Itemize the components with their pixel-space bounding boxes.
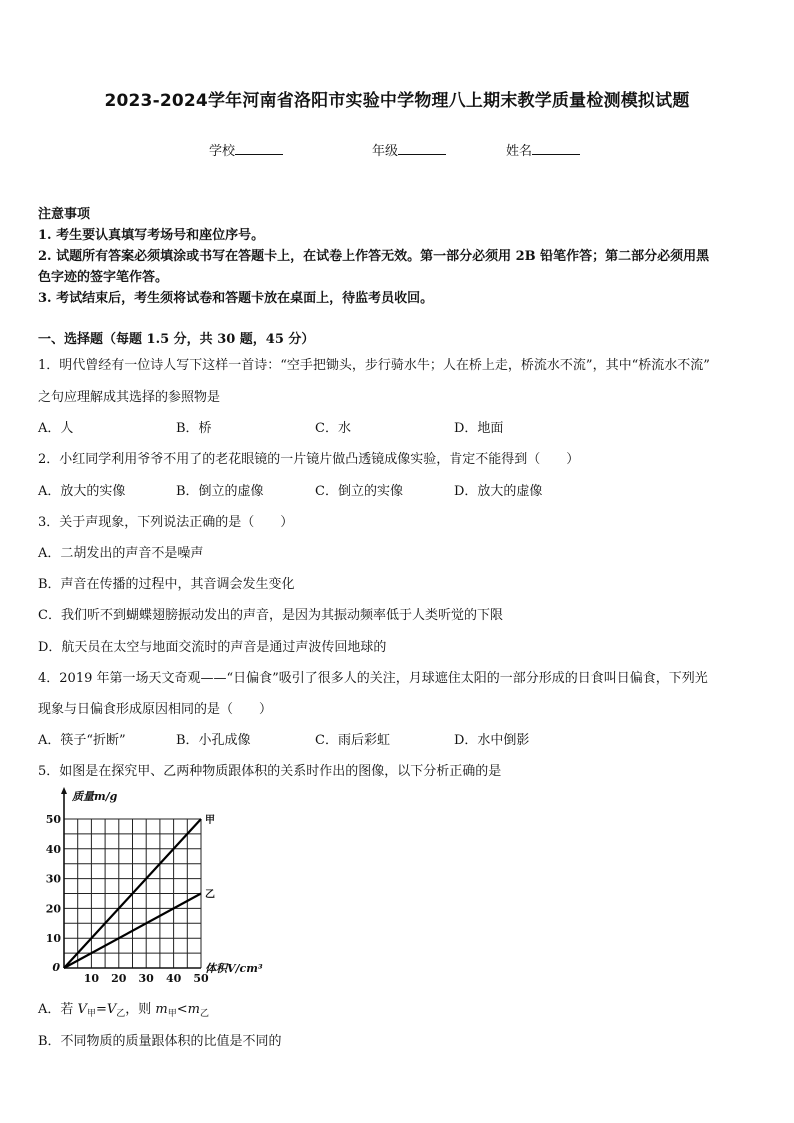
x-tick-label: 10	[83, 972, 100, 984]
school-label: 学校	[209, 144, 236, 159]
name-label: 姓名	[506, 144, 533, 159]
q1-option-d: D．地面	[454, 421, 504, 436]
q4-stem-cont: 现象与日偏食形成原因相同的是（ ）	[38, 702, 273, 717]
q2-option-d: D．放大的虚像	[454, 484, 543, 499]
q3-option-c: C．我们听不到蝴蝶翅膀振动发出的声音，是因为其振动频率低于人类听觉的下限	[38, 608, 503, 623]
note-item: 2. 试题所有答案必须填涂或书写在答题卡上，在试卷上作答无效。第一部分必须用 2B 铅笔作答；第二部分必须用黑	[38, 249, 710, 264]
page-title: 2023-2024学年河南省洛阳市实验中学物理八上期末教学质量检测模拟试题	[104, 91, 690, 111]
y-tick-label: 10	[45, 932, 61, 946]
q1-option-c: C．水	[315, 421, 351, 436]
q5-stem: 5．如图是在探究甲、乙两种物质跟体积的关系时作出的图像，以下分析正确的是	[38, 764, 502, 779]
x-tick-label: 20	[111, 972, 127, 984]
name-blank	[532, 142, 580, 155]
q1-option-a: A．人	[38, 421, 74, 436]
q3-option-a: A．二胡发出的声音不是噪声	[38, 546, 204, 561]
section-heading: 一、选择题（每题 1.5 分，共 30 题，45 分）	[38, 332, 315, 347]
school-blank	[235, 142, 283, 155]
q3-option-d: D．航天员在太空与地面交流时的声音是通过声波传回地球的	[38, 640, 387, 655]
chart-series	[64, 814, 215, 968]
q3-stem: 3．关于声现象，下列说法正确的是（ ）	[38, 515, 294, 530]
q5-option-a: A．若 $V_甲=V_乙$，则 $m_甲<m_乙$	[38, 1002, 209, 1019]
grade-label: 年级	[372, 144, 399, 159]
q2-stem: 2．小红同学利用爷爷不用了的老花眼镜的一片镜片做凸透镜成像实验，肯定不能得到（ ）	[38, 452, 580, 467]
origin-label: 0	[52, 961, 60, 974]
q4-option-b: B．小孔成像	[176, 733, 251, 748]
y-tick-label: 20	[45, 902, 61, 916]
q1-stem: 1．明代曾经有一位诗人写下这样一首诗：“空手把锄头，步行骑水牛；人在桥上走，桥流水不流”，其中“桥流水不流”	[38, 358, 710, 373]
y-tick-label: 30	[45, 872, 61, 886]
q2-option-b: B．倒立的虚像	[176, 484, 264, 499]
note-item: 1. 考生要认真填写考场号和座位序号。	[38, 228, 265, 243]
y-axis-arrow	[61, 787, 67, 794]
q4-option-c: C．雨后彩虹	[315, 733, 390, 748]
mass-volume-chart	[40, 784, 280, 984]
x-axis-label: 体积V/cm³	[205, 962, 263, 975]
series-label: 甲	[205, 815, 215, 826]
grade-field	[372, 140, 446, 159]
notes-heading: 注意事项	[38, 207, 91, 222]
q4-stem: 4．2019 年第一场天文奇观——“日偏食”吸引了很多人的关注，月球遮住太阳的一部分形成的日食叫日偏食，下列光	[38, 671, 708, 686]
note-item: 3. 考试结束后，考生须将试卷和答题卡放在桌面上，待监考员收回。	[38, 291, 434, 306]
q2-option-c: C．倒立的实像	[315, 484, 403, 499]
y-axis-label: 质量m/g	[72, 790, 118, 803]
y-tick-label: 40	[45, 842, 61, 856]
x-tick-label: 30	[138, 972, 154, 984]
grade-blank	[398, 142, 446, 155]
q1-option-b: B．桥	[176, 421, 212, 436]
q2-option-a: A．放大的实像	[38, 484, 126, 499]
name-field	[506, 140, 580, 159]
x-tick-label: 50	[193, 972, 209, 984]
school-field	[209, 140, 283, 159]
q4-option-d: D．水中倒影	[454, 733, 530, 748]
q4-option-a: A．筷子“折断”	[38, 733, 126, 748]
series-label: 乙	[205, 889, 215, 901]
q5-option-b: B．不同物质的质量跟体积的比值是不同的	[38, 1034, 282, 1049]
note-item: 色字迹的签字笔作答。	[38, 270, 169, 285]
q1-stem-cont: 之句应理解成其选择的参照物是	[38, 390, 221, 405]
y-tick-label: 50	[45, 813, 61, 826]
q3-option-b: B．声音在传播的过程中，其音调会发生变化	[38, 577, 295, 592]
x-tick-label: 40	[165, 972, 182, 984]
